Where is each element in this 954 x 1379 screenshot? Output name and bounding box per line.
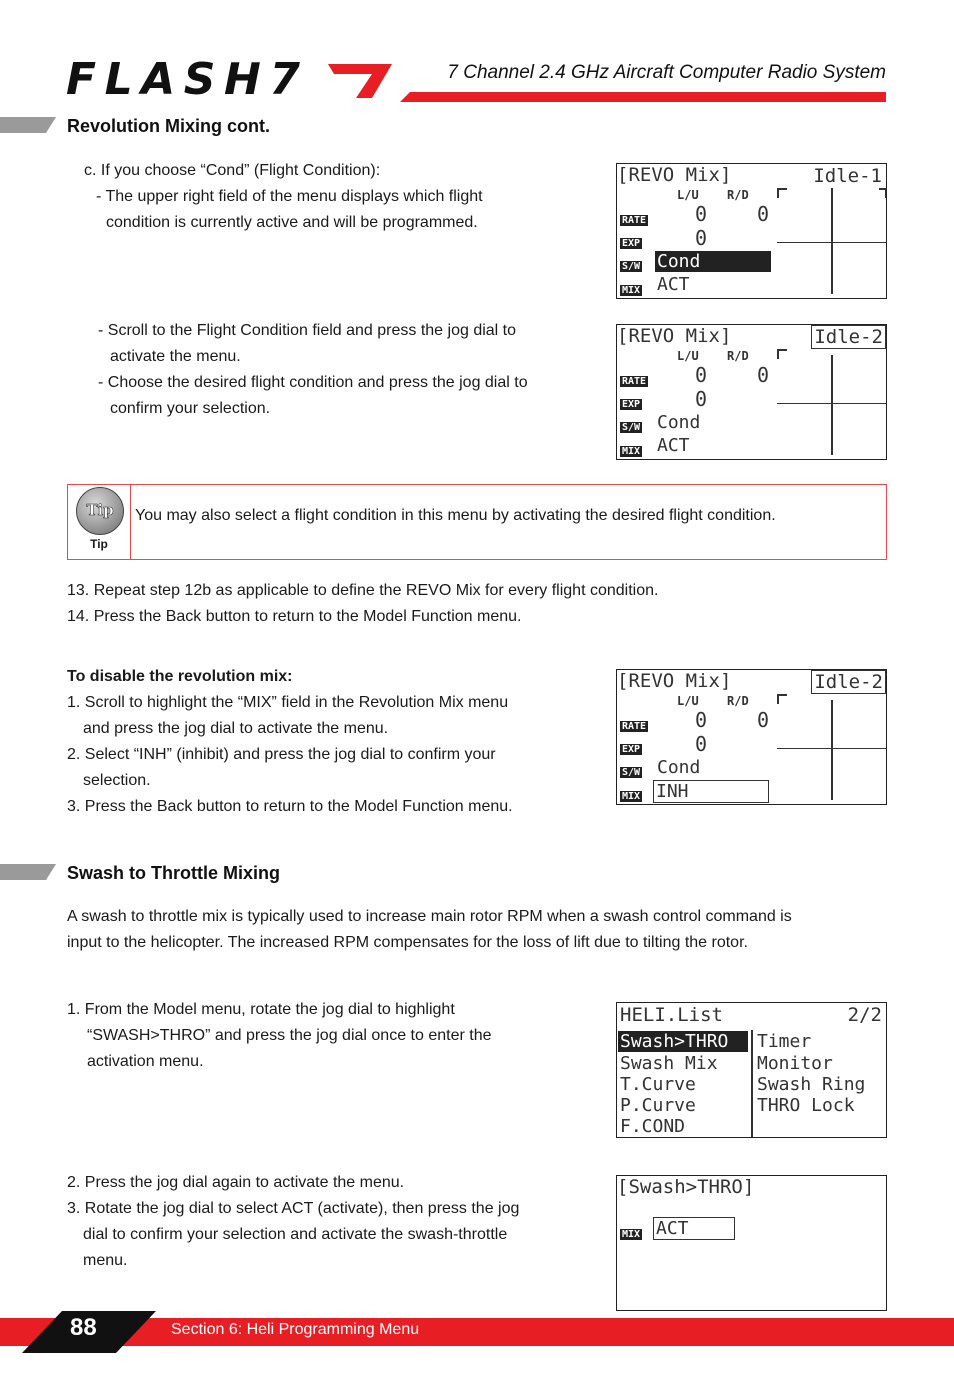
disable-heading: To disable the revolution mix: [67,668,293,685]
lcd-title: [REVO Mix] [617,164,732,186]
logo-text: FLASH7 [66,60,306,100]
lcd-act-selected: ACT [653,1217,735,1240]
logo-seven-mark [328,64,392,98]
header-red-bar [400,92,886,102]
footer-section-label: Section 6: Heli Programming Menu [171,1321,420,1338]
lcd-cond: Cond [657,412,701,433]
lcd-rate-tag: RATE [622,215,647,226]
lcd-heli-page: 2/2 [847,1004,882,1026]
swash-step-1-line-2: “SWASH>THRO” and press the jog dial once to enter the [87,1027,492,1044]
step-14: 14. Press the Back button to return to the Model Function menu. [67,608,522,625]
lcd-sw-tag: S/W [622,261,641,272]
lcd-exp-tag: EXP [622,399,641,410]
swash-intro-line-2: input to the helicopter. The increased RPM compensates for the loss of lift due to tilting the rotor. [67,934,748,951]
swash-step-1 [67,997,587,1075]
lcd-rate-tag: RATE [622,721,647,732]
section-tab-marker [0,117,56,133]
page-number: 88 [70,1314,97,1341]
lcd-condition-idle2: Idle-2 [811,670,886,694]
lcd-heli-item-swash-thro: Swash>THRO [618,1031,748,1052]
lcd-exp-lu: 0 [695,732,708,756]
lcd-cond: Cond [657,757,701,778]
lcd-col-lu: L/U [677,694,699,708]
lcd-heli-item-t-curve: T.Curve [620,1074,696,1095]
lcd-exp-tag: EXP [622,238,641,249]
lcd-mix-tag: MIX [622,1229,641,1240]
lcd-revo-mix-idle2 [616,324,887,460]
bullet-1-line-2: condition is currently active and will be programmed. [106,214,478,231]
lcd-heli-item-f-cond: F.COND [620,1116,686,1137]
lcd-heli-list [616,1002,887,1138]
section-heading-revolution: Revolution Mixing cont. [67,116,270,136]
swash-intro-line-1: A swash to throttle mix is typically used to increase main rotor RPM when a swash control command is [67,908,792,925]
lcd-exp-lu: 0 [695,226,708,250]
lcd-sw-tag: S/W [622,767,641,778]
lcd-rate-lu: 0 [695,202,708,226]
disable-revo-instructions [67,664,587,820]
para-c: c. If you choose “Cond” (Flight Condition): [84,162,381,179]
lcd-mix-tag: MIX [622,285,641,296]
header-title: 7 Channel 2.4 GHz Aircraft Computer Radio System [447,62,886,83]
tip-icon-label: Tip [86,501,114,519]
lcd-swash-title: [Swash>THRO] [617,1176,755,1198]
lcd-heli-item-thro-lock: THRO Lock [757,1095,855,1116]
swash-step-1-line-3: activation menu. [87,1053,204,1070]
tip-icon [76,487,124,535]
lcd-exp-lu: 0 [695,387,708,411]
lcd-rate-rd: 0 [757,363,770,387]
lcd-heli-item-swash-ring: Swash Ring [757,1074,866,1095]
section-tab-marker [0,864,56,880]
lcd-title: [REVO Mix] [617,325,732,347]
lcd-col-lu: L/U [677,188,699,202]
disable-step-2-line-1: 2. Select “INH” (inhibit) and press the jog dial to confirm your [67,746,496,763]
bullet-1-line-1: - The upper right field of the menu displays which flight [96,188,483,205]
lcd-heli-item-monitor: Monitor [757,1053,833,1074]
lcd-heli-item-swash-mix: Swash Mix [620,1053,718,1074]
bullet-3-line-2: confirm your selection. [110,400,271,417]
tip-text: You may also select a flight condition in this menu by activating the desired flight condition. [135,507,776,524]
revolution-instructions-2 [98,318,598,422]
lcd-rate-lu: 0 [695,708,708,732]
lcd-mix-tag: MIX [622,791,641,802]
bullet-3-line-1: - Choose the desired flight condition and press the jog dial to [98,374,528,391]
lcd-heli-title: HELI.List [620,1004,723,1026]
lcd-rate-rd: 0 [757,708,770,732]
disable-step-1-line-2: and press the jog dial to activate the menu. [83,720,389,737]
swash-intro [67,904,887,956]
lcd-revo-mix-inh [616,669,887,805]
tip-box [67,484,887,560]
bullet-2-line-2: activate the menu. [110,348,241,365]
lcd-inh-selected: INH [653,780,769,803]
swash-step-3-line-2: dial to confirm your selection and activate the swash-throttle [83,1226,508,1243]
lcd-col-rd: R/D [727,349,749,363]
lcd-exp-tag: EXP [622,744,641,755]
lcd-title: [REVO Mix] [617,670,732,692]
flash7-logo [66,60,396,100]
lcd-rate-tag: RATE [622,376,647,387]
step-13: 13. Repeat step 12b as applicable to define the REVO Mix for every flight condition. [67,582,659,599]
lcd-heli-item-p-curve: P.Curve [620,1095,696,1116]
tip-caption: Tip [90,537,108,551]
lcd-col-rd: R/D [727,694,749,708]
lcd-swash-thro [616,1175,887,1311]
swash-step-3-line-3: menu. [83,1252,128,1269]
swash-steps-2-3 [67,1170,587,1274]
lcd-condition-idle2-selected: Idle-2 [811,325,886,349]
swash-step-2: 2. Press the jog dial again to activate the menu. [67,1174,405,1191]
lcd-rate-rd: 0 [757,202,770,226]
revolution-instructions-1 [84,158,584,236]
lcd-mix-tag: MIX [622,446,641,457]
disable-step-3: 3. Press the Back button to return to the Model Function menu. [67,798,513,815]
lcd-col-lu: L/U [677,349,699,363]
disable-step-1-line-1: 1. Scroll to highlight the “MIX” field in the Revolution Mix menu [67,694,509,711]
steps-13-14 [67,578,887,630]
lcd-heli-item-timer: Timer [757,1031,812,1052]
lcd-col-rd: R/D [727,188,749,202]
swash-step-3-line-1: 3. Rotate the jog dial to select ACT (activate), then press the jog [67,1200,520,1217]
lcd-rate-lu: 0 [695,363,708,387]
bullet-2-line-1: - Scroll to the Flight Condition field and press the jog dial to [98,322,517,339]
swash-step-1-line-1: 1. From the Model menu, rotate the jog dial to highlight [67,1001,455,1018]
lcd-sw-tag: S/W [622,422,641,433]
section-heading-swash-throttle: Swash to Throttle Mixing [67,863,281,883]
lcd-act: ACT [657,435,690,456]
lcd-act: ACT [657,274,690,295]
lcd-cond-highlighted: Cond [655,251,771,272]
lcd-condition-idle1: Idle-1 [813,165,882,187]
lcd-revo-mix-cond [616,163,887,299]
disable-step-2-line-2: selection. [83,772,151,789]
